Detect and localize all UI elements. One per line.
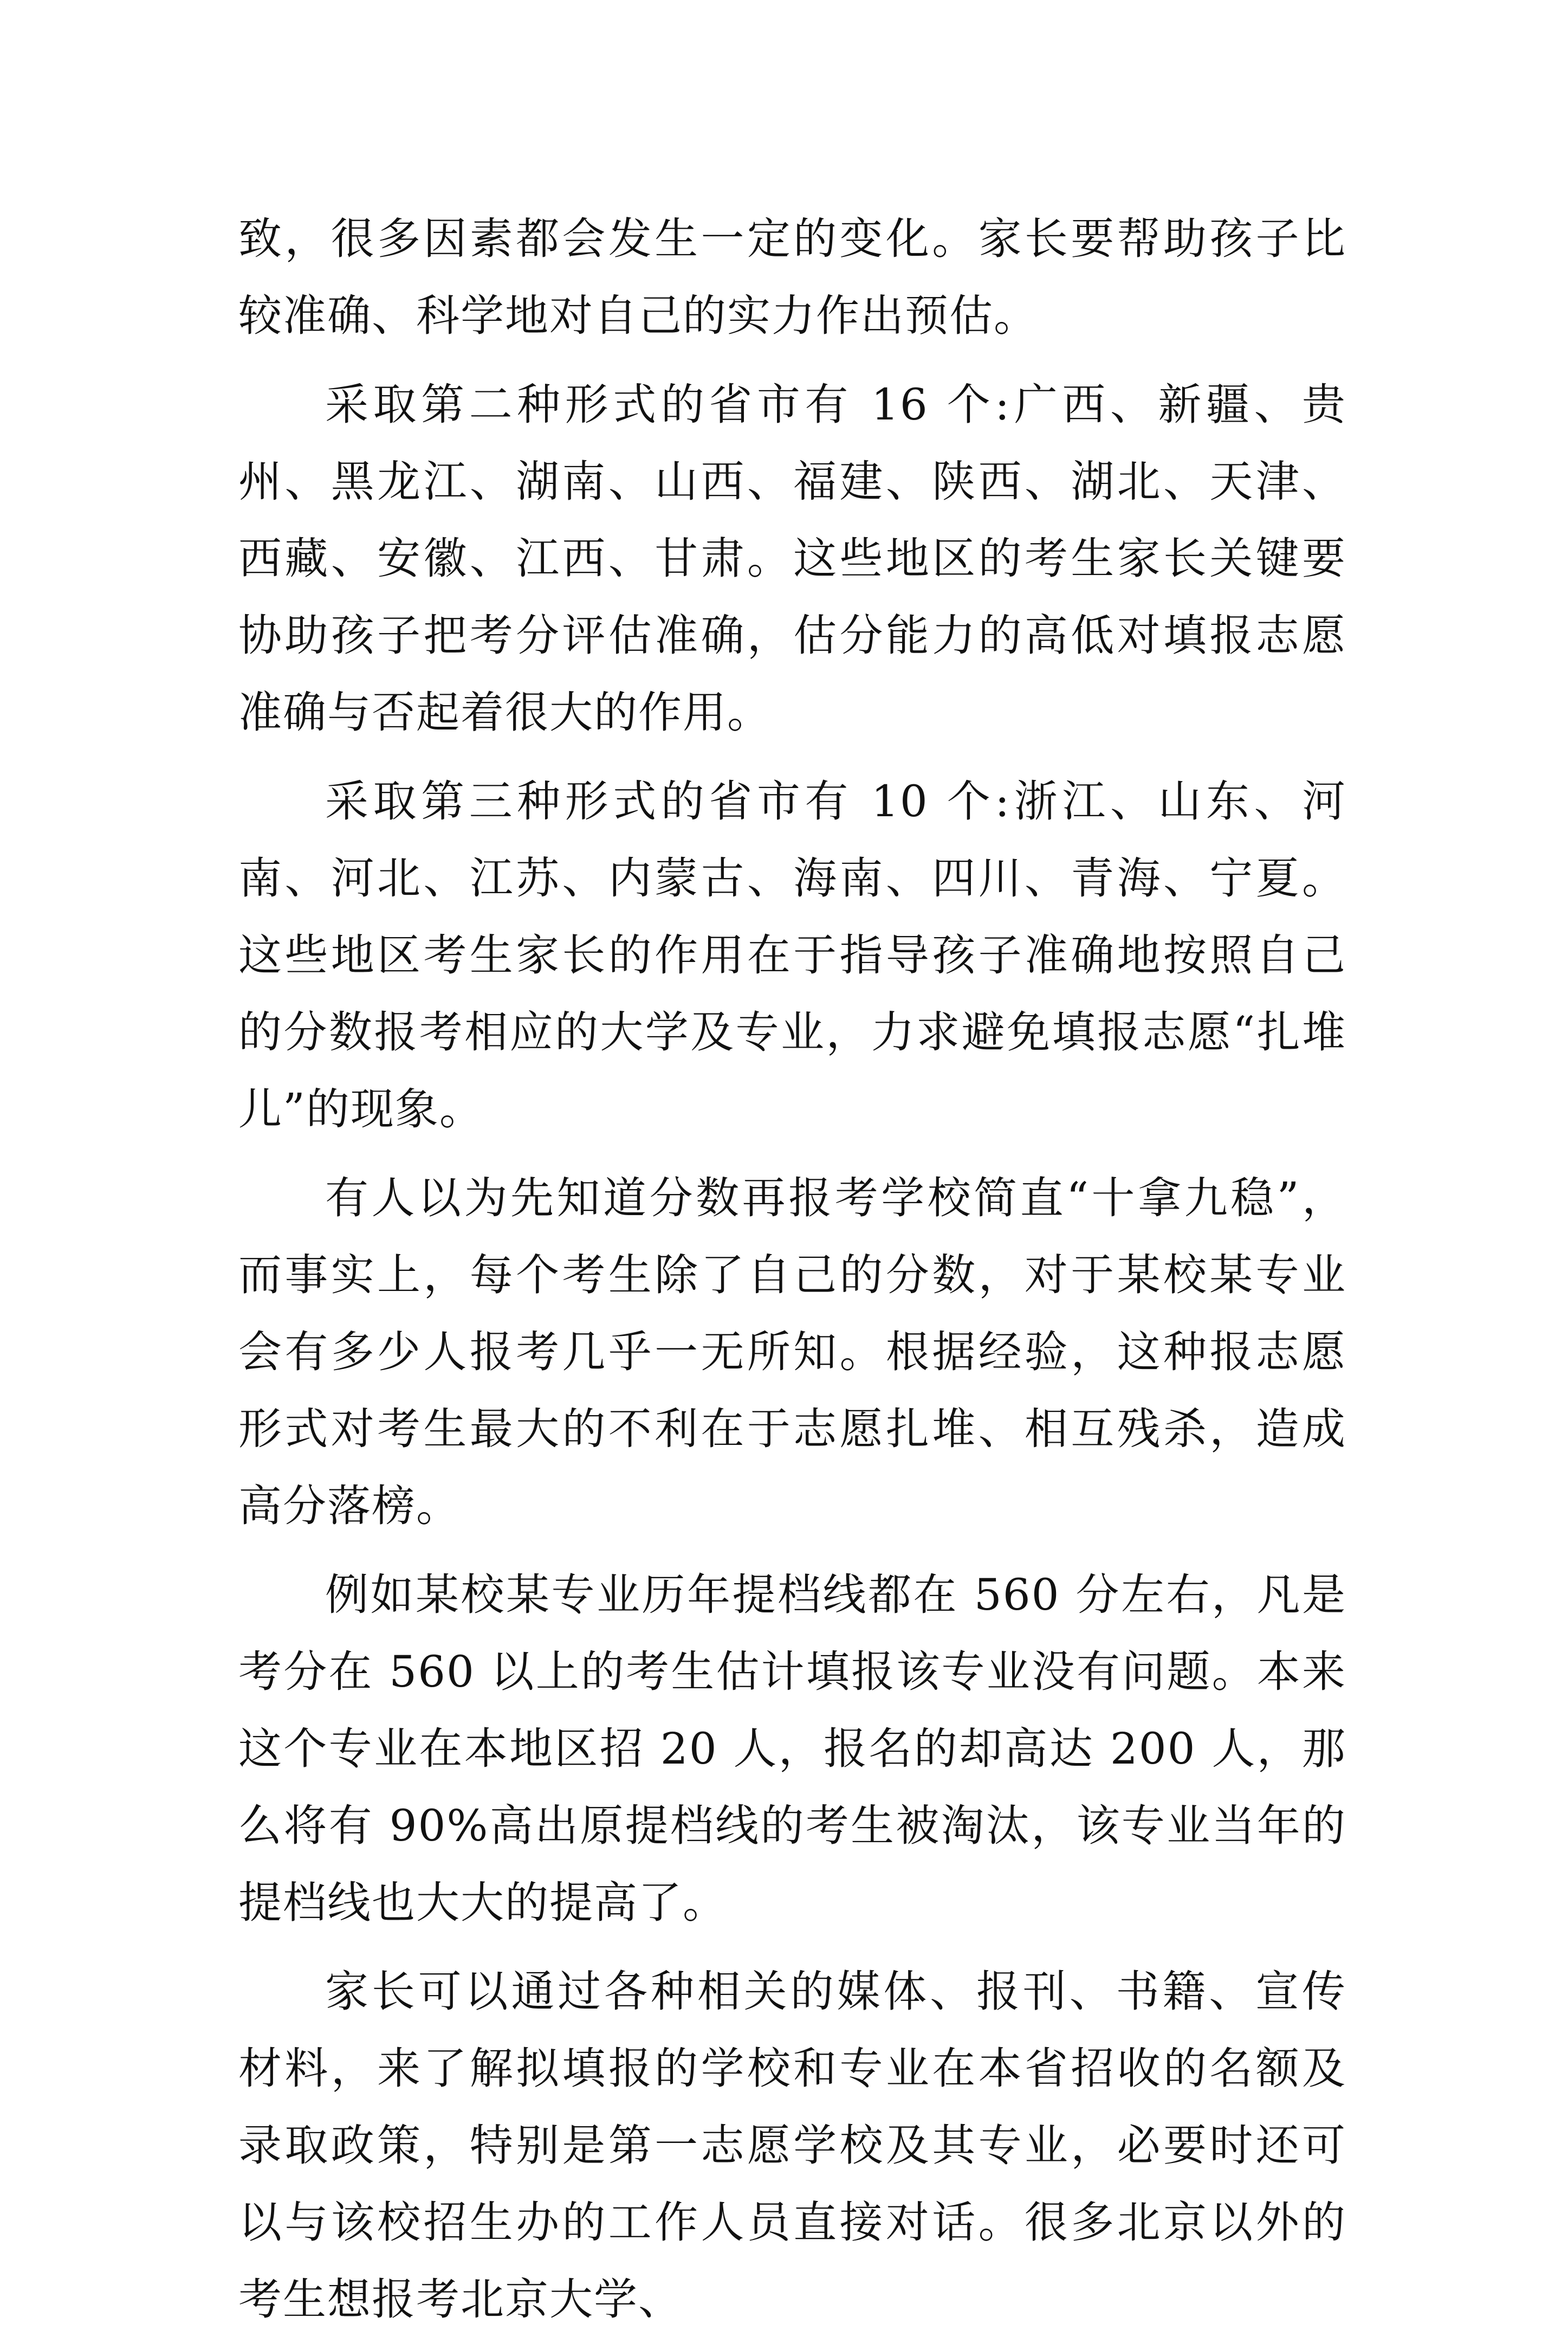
document-body bbox=[238, 201, 1346, 2350]
paragraph-second-form-provinces: 采取第二种形式的省市有 16 个:广西、新疆、贵州、黑龙江、湖南、山西、福建、陕西、湖北、天津、西藏、安徽、江西、甘肃。这些地区的考生家长关键要协助孩子把考分评估准确，估分能力的高低对填报志愿准确与否起着很大的作用。 bbox=[238, 379, 1346, 738]
paragraph-continuation: 致，很多因素都会发生一定的变化。家长要帮助孩子比较准确、科学地对自己的实力作出预估。 bbox=[238, 214, 1346, 341]
paragraph-third-form-provinces: 采取第三种形式的省市有 10 个:浙江、山东、河南、河北、江苏、内蒙古、海南、四川、青海、宁夏。这些地区考生家长的作用在于指导孩子准确地按照自己的分数报考相应的大学及专业，力求避免填报志愿“扎堆儿”的现象。 bbox=[238, 776, 1346, 1134]
paragraph-score-first-risk: 有人以为先知道分数再报考学校简直“十拿九稳”，而事实上，每个考生除了自己的分数，对于某校某专业会有多少人报考几乎一无所知。根据经验，这种报志愿形式对考生最大的不利在于志愿扎堆、相互残杀，造成高分落榜。 bbox=[238, 1173, 1346, 1531]
paragraph-parent-advice: 家长可以通过各种相关的媒体、报刊、书籍、宣传材料，来了解拟填报的学校和专业在本省招收的名额及录取政策，特别是第一志愿学校及其专业，必要时还可以与该校招生办的工作人员直接对话。很多北京以外的考生想报考北京大学、 bbox=[238, 1966, 1346, 2325]
paragraph-example: 例如某校某专业历年提档线都在 560 分左右，凡是考分在 560 以上的考生估计填报该专业没有问题。本来这个专业在本地区招 20 人，报名的却高达 200 人，那么将有 90%高出原提档线的考生被淘汰，该专业当年的提档线也大大的提高了。 bbox=[238, 1570, 1346, 1928]
